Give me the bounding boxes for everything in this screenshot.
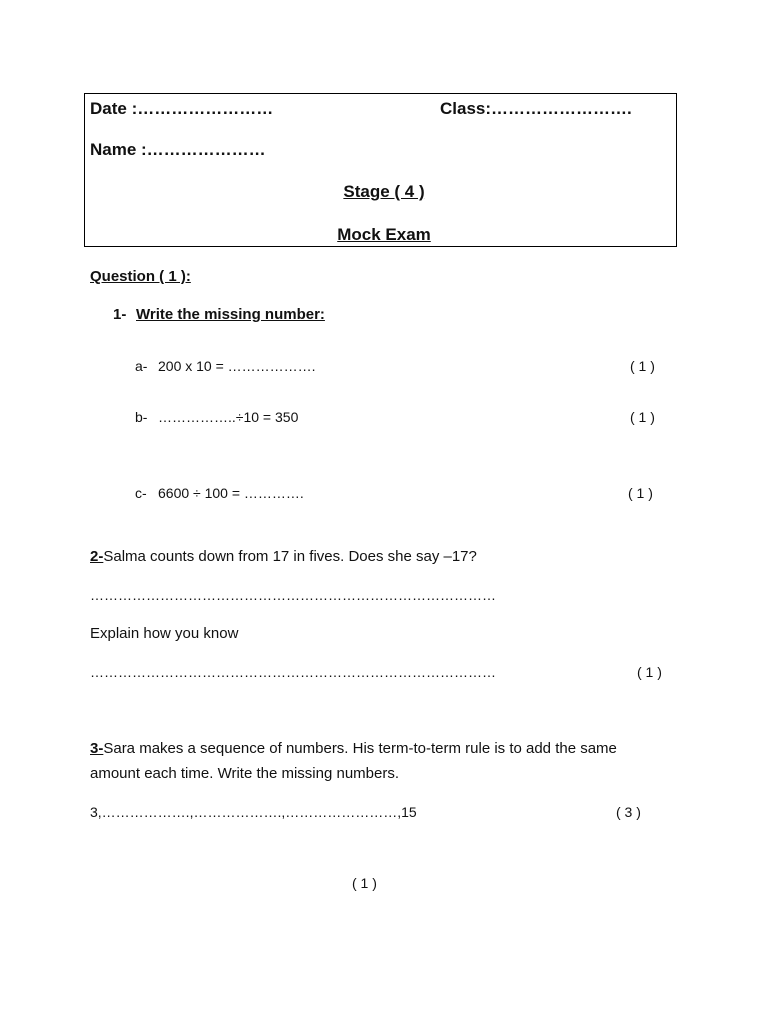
q1-instruction: Write the missing number:	[136, 306, 325, 323]
q2-number: 2-	[90, 548, 104, 565]
q3-marks: ( 3 )	[616, 804, 641, 820]
q2-answer-line: ……………………………………………………………………………	[90, 587, 496, 603]
item-c-marks: ( 1 )	[628, 485, 653, 501]
question-1-title: Question ( 1 ):	[90, 268, 191, 285]
q3-number: 3-	[90, 740, 104, 757]
date-field: Date :……………………	[90, 99, 274, 118]
q2-text: Salma counts down from 17 in fives. Does she say –17?	[103, 548, 477, 565]
q1-number: 1-	[113, 306, 127, 323]
q3-text-1: Sara makes a sequence of numbers. His term-to-term rule is to add the same	[103, 740, 617, 757]
q3-sequence: 3,……………….,……………….,……………………,15	[90, 804, 417, 820]
item-a-marks: ( 1 )	[630, 358, 655, 374]
q2-marks: ( 1 )	[637, 664, 662, 680]
item-c-text: 6600 ÷ 100 = ………….	[158, 485, 304, 501]
item-b-text: ……………..÷10 = 350	[158, 409, 299, 425]
exam-title: Mock Exam	[337, 225, 431, 244]
q2-explain-line: ……………………………………………………………………………	[90, 664, 496, 680]
item-b-marks: ( 1 )	[630, 409, 655, 425]
q3-text-2: amount each time. Write the missing numbers.	[90, 765, 400, 782]
item-a-letter: a-	[135, 358, 148, 374]
class-field: Class:…………………….	[440, 99, 632, 118]
q2-line	[90, 548, 477, 565]
item-a-text: 200 x 10 = ……………….	[158, 358, 316, 374]
q2-explain: Explain how you know	[90, 625, 239, 642]
item-c-letter: c-	[135, 485, 147, 501]
q3-line-1	[90, 740, 617, 757]
name-field: Name :…………………	[90, 140, 266, 159]
page-marks: ( 1 )	[352, 875, 377, 891]
stage-title: Stage ( 4 )	[343, 182, 425, 201]
item-b-letter: b-	[135, 409, 148, 425]
